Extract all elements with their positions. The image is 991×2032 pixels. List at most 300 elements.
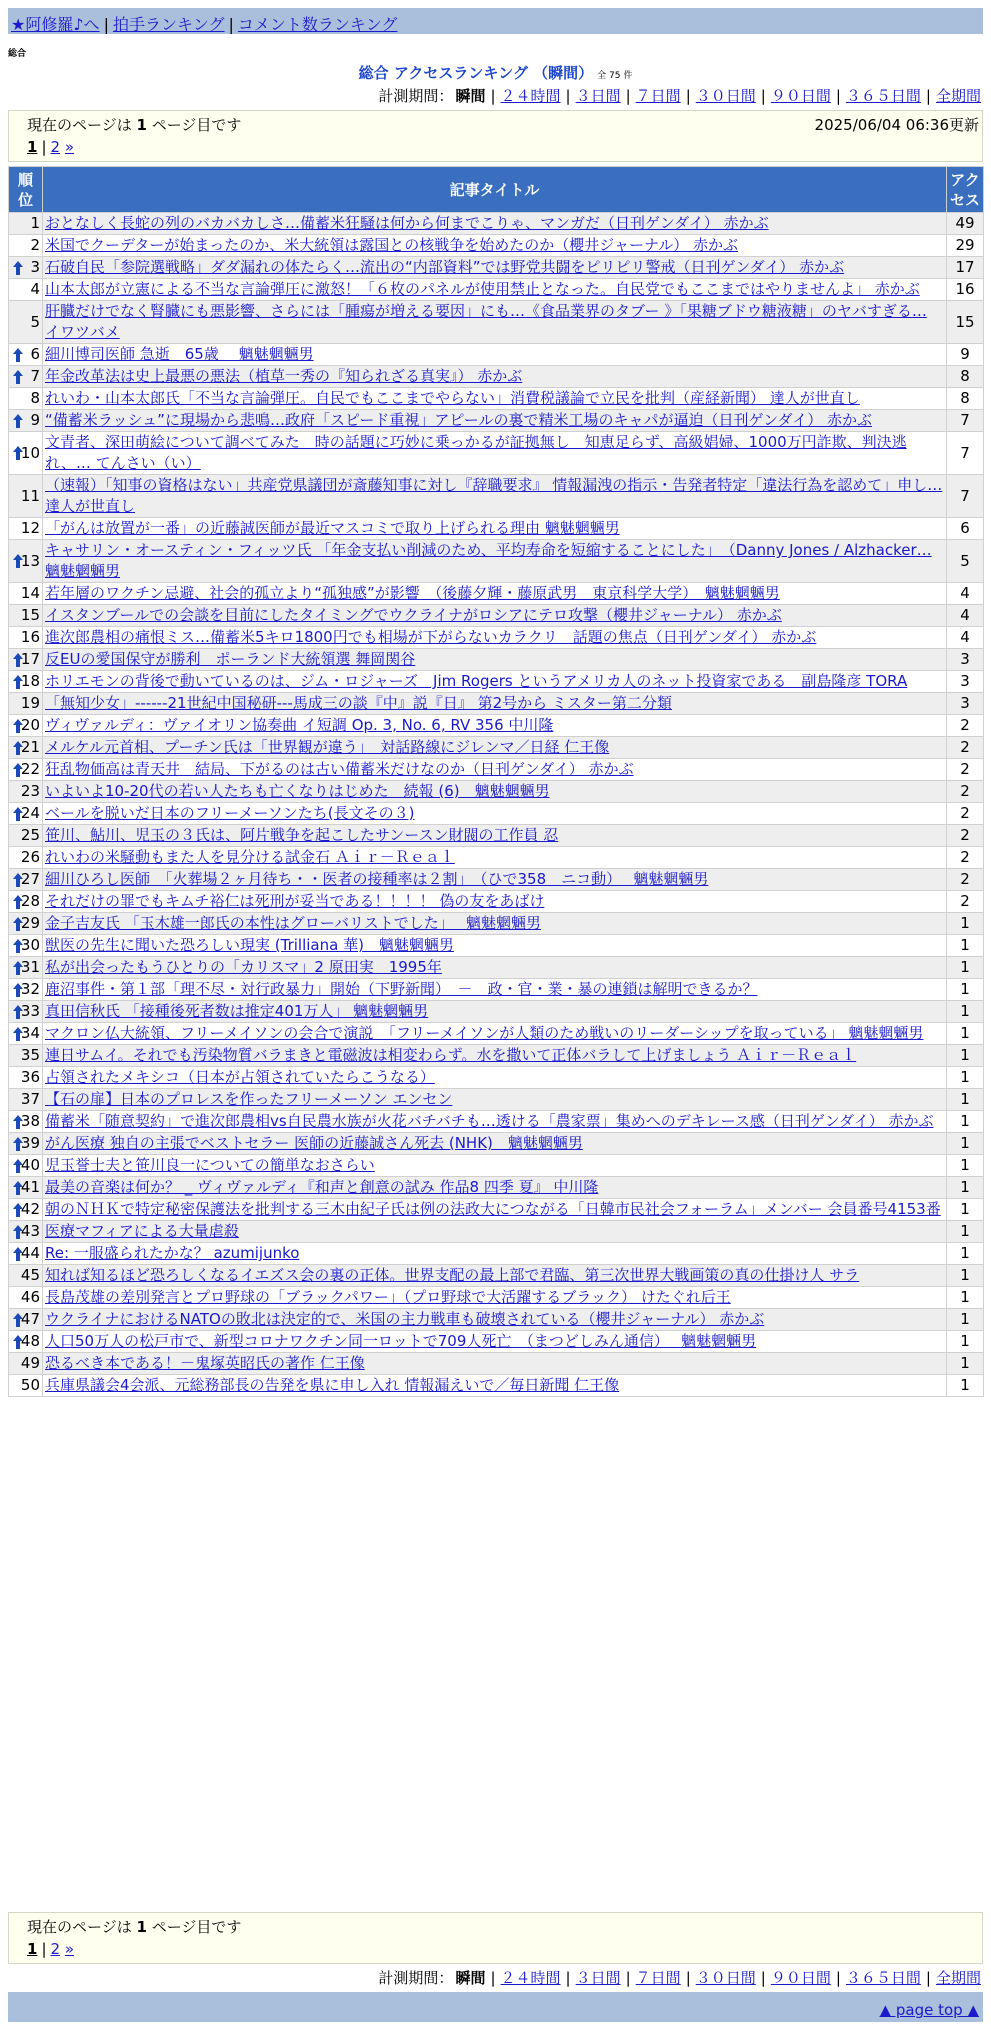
access-count: 2: [947, 759, 984, 781]
table-row: [9, 388, 984, 410]
rank-cell: [9, 235, 43, 257]
rank-cell: [9, 869, 43, 891]
title-cell: [43, 1089, 947, 1111]
rank-cell: [9, 1353, 43, 1375]
access-count: 1: [947, 957, 984, 979]
rank-number: 35: [20, 1046, 40, 1064]
article-link[interactable]: ヴィヴァルディ：ヴァイオリン協奏曲 イ短調 Op. 3, No. 6, RV 356 中川隆: [45, 716, 554, 734]
rank-number: 50: [20, 1376, 40, 1394]
article-link[interactable]: 石破自民「参院選戦略」ダダ漏れの体たらく…流出の“内部資料”では野党共闘をピリピリ警戒（日刊ゲンダイ） 赤かぶ: [45, 258, 845, 276]
article-link[interactable]: キャサリン・オースティン・フィッツ氏 「年金支払い削減のため、平均寿命を短縮することにした」 （Danny Jones / Alzhacker… 魑魅魍魎男: [45, 541, 932, 580]
access-count: 1: [947, 1089, 984, 1111]
table-row: [9, 235, 984, 257]
up-arrow-icon: [13, 413, 23, 429]
article-link[interactable]: れいわの米騒動もまた人を見分ける試金石 Ａｉｒ－Ｒｅａｌ: [45, 848, 455, 866]
up-arrow-icon: [13, 916, 23, 932]
up-arrow-icon: [13, 652, 23, 668]
table-row: [9, 1111, 984, 1133]
ranking-table-body: [9, 213, 984, 1397]
article-link[interactable]: 恐るべき本である！－鬼塚英昭氏の著作 仁王像: [45, 1354, 365, 1372]
table-row: [9, 605, 984, 627]
access-count: 49: [947, 213, 984, 235]
access-count: 2: [947, 715, 984, 737]
separator: |: [685, 1969, 691, 1987]
rank-number: 27: [20, 870, 40, 888]
access-count: 7: [947, 432, 984, 475]
rank-number: 28: [20, 892, 40, 910]
period-link[interactable]: ３６５日間: [845, 1969, 921, 1987]
table-row: [9, 693, 984, 715]
access-header: アクセス: [947, 167, 984, 213]
rank-cell: [9, 891, 43, 913]
title-cell: [43, 1045, 947, 1067]
rank-number: 43: [20, 1222, 40, 1240]
article-link[interactable]: マクロン仏大統領、フリーメイソンの会合で演説 「フリーメイソンが人類のため戦いのリーダーシップを取っている」 魑魅魍魎男: [45, 1024, 924, 1042]
article-link[interactable]: 占領されたメキシコ（日本が占領されていたらこうなる）: [45, 1068, 435, 1086]
access-count: 3: [947, 649, 984, 671]
period-selector-bottom: [378, 1967, 983, 1988]
access-count: 7: [947, 410, 984, 432]
table-row: [9, 1023, 984, 1045]
access-count: 1: [947, 1177, 984, 1199]
rank-number: 17: [20, 650, 40, 668]
title-cell: [43, 1331, 947, 1353]
rank-cell: [9, 410, 43, 432]
article-link[interactable]: 兵庫県議会4会派、元総務部長の告発を県に申し入れ 情報漏えいで／毎日新聞 仁王像: [45, 1376, 620, 1394]
rank-number: 38: [20, 1112, 40, 1130]
period-link[interactable]: ２４時間: [500, 1969, 561, 1987]
up-arrow-icon: [13, 740, 23, 756]
rank-cell: [9, 1045, 43, 1067]
rank-cell: [9, 1089, 43, 1111]
article-link[interactable]: 医療マフィアによる大量虐殺: [45, 1222, 239, 1240]
title-cell: [43, 257, 947, 279]
current-page-number: 1: [136, 116, 147, 134]
article-link[interactable]: 知れば知るほど恐ろしくなるイエズス会の裏の正体。世界支配の最上部で君臨、第三次世界大戦画策の真の仕掛け人 サラ: [45, 1266, 860, 1284]
rank-number: 1: [30, 214, 40, 232]
access-count: 1: [947, 1331, 984, 1353]
article-link[interactable]: 真田信秋氏 「接種後死者数は推定401万人」 魑魅魍魎男: [45, 1002, 429, 1020]
rank-cell: [9, 649, 43, 671]
separator: |: [490, 87, 496, 105]
rank-cell: [9, 344, 43, 366]
comment-ranking-link[interactable]: コメント数ランキング: [237, 15, 398, 34]
access-count: 6: [947, 518, 984, 540]
table-row: [9, 1199, 984, 1221]
up-arrow-icon: [13, 1180, 23, 1196]
article-link[interactable]: 細川博司医師 急逝 65歳 魑魅魍魎男: [45, 345, 314, 363]
article-link[interactable]: 米国でクーデターが始まったのか、米大統領は露国との核戦争を始めたのか（櫻井ジャーナル） 赤かぶ: [45, 236, 738, 254]
page-title-block: [0, 62, 991, 83]
total-count: 全 75 件: [597, 71, 633, 81]
separator: |: [565, 87, 571, 105]
article-link[interactable]: Re: 一服盛られたかな？ azumijunko: [45, 1244, 300, 1262]
period-link[interactable]: ９０日間: [770, 87, 831, 105]
article-link[interactable]: 細川ひろし医師 「火葬場２ヶ月待ち・・医者の接種率は２割」 （ひで358 ニコ動） 魑魅魍魎男: [45, 870, 709, 888]
access-count: 1: [947, 1045, 984, 1067]
table-row: [9, 869, 984, 891]
rank-cell: [9, 803, 43, 825]
rank-cell: [9, 1309, 43, 1331]
rank-cell: [9, 1243, 43, 1265]
title-cell: [43, 475, 947, 518]
table-row: [9, 825, 984, 847]
article-link[interactable]: 人口50万人の松戸市で、新型コロナワクチン同一ロットで709人死亡 （まつどしみん通信） 魑魅魍魎男: [45, 1332, 757, 1350]
article-link[interactable]: イスタンブールでの会談を目前にしたタイミングでウクライナがロシアにテロ攻撃（櫻井ジャーナル） 赤かぶ: [45, 606, 782, 624]
title-cell: [43, 235, 947, 257]
title-cell: [43, 540, 947, 583]
access-count: 15: [947, 301, 984, 344]
article-link[interactable]: 鹿沼事件・第１部「理不尽・対行政暴力」開始（下野新聞） － 政・官・業・暴の連鎖は解明できるか？: [45, 980, 758, 998]
rank-cell: [9, 257, 43, 279]
up-arrow-icon: [13, 894, 23, 910]
title-cell: [43, 1001, 947, 1023]
period-link[interactable]: 全期間: [935, 87, 981, 105]
up-arrow-icon: [13, 938, 23, 954]
rank-cell: [9, 1177, 43, 1199]
period-link[interactable]: ３日間: [575, 1969, 621, 1987]
table-row: [9, 979, 984, 1001]
period-link[interactable]: 全期間: [935, 1969, 981, 1987]
rank-number: 10: [20, 443, 40, 462]
title-cell: [43, 913, 947, 935]
rank-cell: [9, 388, 43, 410]
page-top-link[interactable]: ▲ page top ▲: [879, 2001, 979, 2019]
rank-cell: [9, 671, 43, 693]
article-link[interactable]: 年金改革法は史上最悪の悪法（植草一秀の『知られざる真実』） 赤かぶ: [45, 367, 523, 385]
title-cell: [43, 1067, 947, 1089]
article-link[interactable]: 私が出会ったもうひとりの「カリスマ」2 原田実 1995年: [45, 958, 442, 976]
table-row: [9, 1375, 984, 1397]
rank-cell: [9, 627, 43, 649]
table-row: [9, 1287, 984, 1309]
article-link[interactable]: がん医療 独自の主張でベストセラー 医師の近藤誠さん死去 (NHK) 魑魅魍魎男: [45, 1134, 583, 1152]
updated-time: 2025/06/04 06:36更新: [814, 116, 979, 134]
table-row: [9, 627, 984, 649]
rank-cell: [9, 366, 43, 388]
rank-cell: [9, 1199, 43, 1221]
article-link[interactable]: 長島茂雄の差別発言とプロ野球の「ブラックパワー」（プロ野球で大活躍するブラック） けたぐれ后王: [45, 1288, 731, 1306]
article-link[interactable]: 若年層のワクチン忌避、社会的孤立より“孤独感”が影響 （後藤夕輝・藤原武男 東京科学大学） 魑魅魍魎男: [45, 584, 780, 602]
rank-number: 41: [20, 1178, 40, 1196]
article-link[interactable]: 狂乱物価高は青天井 結局、下がるのは古い備蓄米だけなのか（日刊ゲンダイ） 赤かぶ: [45, 760, 634, 778]
rank-cell: [9, 781, 43, 803]
title-cell: [43, 1265, 947, 1287]
access-count: 2: [947, 891, 984, 913]
up-arrow-icon: [13, 1158, 23, 1174]
title-cell: [43, 979, 947, 1001]
table-row: [9, 715, 984, 737]
rank-number: 2: [30, 236, 40, 254]
period-selector-top: [378, 85, 983, 106]
rank-number: 5: [30, 312, 40, 331]
access-count: 1: [947, 1243, 984, 1265]
separator: |: [490, 1969, 496, 1987]
title-cell: [43, 388, 947, 410]
period-link[interactable]: ７日間: [635, 1969, 681, 1987]
rank-cell: [9, 1155, 43, 1177]
table-row: [9, 1309, 984, 1331]
table-row: [9, 1001, 984, 1023]
page-link[interactable]: 2: [50, 1940, 61, 1958]
up-arrow-icon: [13, 553, 23, 569]
article-link[interactable]: 「がんは放置が一番」の近藤誠医師が最近マスコミで取り上げられる理由 魑魅魍魎男: [45, 519, 620, 537]
access-count: 1: [947, 1001, 984, 1023]
access-count: 8: [947, 366, 984, 388]
page-link[interactable]: 2: [50, 138, 61, 156]
period-current: 瞬間: [455, 1969, 486, 1987]
table-row: [9, 759, 984, 781]
article-link[interactable]: 【石の扉】日本のプロレスを作ったフリーメーソン エンセン: [45, 1090, 453, 1108]
category-label: 総合: [8, 49, 27, 59]
separator: |: [565, 1969, 571, 1987]
table-row: [9, 1265, 984, 1287]
article-link[interactable]: メルケル元首相、プーチン氏は「世界観が違う」 対話路線にジレンマ／日経 仁王像: [45, 738, 610, 756]
title-cell: [43, 583, 947, 605]
article-link[interactable]: 獣医の先生に聞いた恐ろしい現実 (Trilliana 華) 魑魅魍魎男: [45, 936, 454, 954]
page-info-top: [8, 110, 983, 162]
rank-number: 20: [20, 716, 40, 734]
title-header: 記事タイトル: [43, 167, 947, 213]
current-page-text: 現在のページは 1 ページ目です: [27, 116, 242, 134]
article-link[interactable]: 備蓄米「随意契約」で進次郎農相vs自民農水族が火花バチバチも…透ける「農家票」集めへのデキレース感（日刊ゲンダイ） 赤かぶ: [45, 1112, 934, 1130]
up-arrow-icon: [13, 1224, 23, 1240]
title-cell: [43, 649, 947, 671]
article-link[interactable]: 進次郎農相の痛恨ミス…備蓄米5キロ1800円でも相場が下がらないカラクリ 話題の焦点（日刊ゲンダイ） 赤かぶ: [45, 628, 817, 646]
access-count: 2: [947, 847, 984, 869]
article-link[interactable]: 連日サムイ。それでも汚染物質バラまきと電磁波は相変わらず。水を撒いて正体バラして上げましょう Ａｉｒ－Ｒｅａｌ: [45, 1046, 857, 1064]
table-row: [9, 1221, 984, 1243]
table-row: [9, 1067, 984, 1089]
rank-cell: [9, 1023, 43, 1045]
title-cell: [43, 957, 947, 979]
rank-cell: [9, 913, 43, 935]
article-link[interactable]: 「無知少女」------21世紀中国秘研---馬成三の談『中』説『日』 第2号から ミスター第二分類: [45, 694, 672, 712]
title-cell: [43, 432, 947, 475]
period-link[interactable]: ３日間: [575, 87, 621, 105]
access-count: 1: [947, 1287, 984, 1309]
period-label: 計測期間：: [378, 87, 454, 105]
table-row: [9, 518, 984, 540]
up-arrow-icon: [13, 1004, 23, 1020]
up-arrow-icon: [13, 1026, 23, 1042]
rank-number: 26: [20, 848, 40, 866]
table-row: [9, 1353, 984, 1375]
rank-cell: [9, 518, 43, 540]
rank-number: 45: [20, 1266, 40, 1284]
title-cell: [43, 1155, 947, 1177]
rank-cell: [9, 957, 43, 979]
rank-number: 49: [20, 1354, 40, 1372]
up-arrow-icon: [13, 1136, 23, 1152]
article-link[interactable]: いよいよ10-20代の若い人たちも亡くなりはじめた 続報 (6) 魑魅魍魎男: [45, 782, 550, 800]
article-link[interactable]: “備蓄米ラッシュ”に現場から悲鳴…政府「スピード重視」アピールの裏で精米工場のキャパが逼迫（日刊ゲンダイ） 赤かぶ: [45, 411, 873, 429]
access-count: 1: [947, 1353, 984, 1375]
period-link[interactable]: ７日間: [635, 87, 681, 105]
up-arrow-icon: [13, 872, 23, 888]
rank-number: 21: [20, 738, 40, 756]
up-arrow-icon: [13, 718, 23, 734]
rank-number: 11: [20, 486, 40, 505]
article-link[interactable]: 文青者、深田萌絵について調べてみた 時の話題に巧妙に乗っかるが証拠無し 知恵足らず、高級娼婦、1000万円詐欺、判決逃れ、… てんさい（い）: [45, 433, 907, 472]
access-count: 1: [947, 1111, 984, 1133]
title-cell: [43, 693, 947, 715]
table-row: [9, 737, 984, 759]
table-row: [9, 366, 984, 388]
access-count: 1: [947, 1375, 984, 1397]
title-cell: [43, 737, 947, 759]
access-count: 1: [947, 1265, 984, 1287]
article-link[interactable]: ベールを脱いだ日本のフリーメーソンたち(長文その３): [45, 804, 415, 822]
rank-cell: [9, 475, 43, 518]
period-link[interactable]: ２４時間: [500, 87, 561, 105]
article-link[interactable]: 金子吉友氏 「玉木雄一郎氏の本性はグローバリストでした」 魑魅魍魎男: [45, 914, 541, 932]
separator: |: [625, 87, 631, 105]
article-link[interactable]: ホリエモンの背後で動いているのは、ジム・ロジャーズ Jim Rogers というアメリカ人のネット投資家である 副島隆彦 TORA: [45, 672, 908, 690]
table-header-row: [9, 167, 984, 213]
up-arrow-icon: [13, 960, 23, 976]
title-cell: [43, 825, 947, 847]
up-arrow-icon: [13, 260, 23, 276]
table-row: [9, 1331, 984, 1353]
title-cell: [43, 1309, 947, 1331]
pager: [27, 1940, 74, 1958]
access-count: 5: [947, 540, 984, 583]
period-link[interactable]: ９０日間: [770, 1969, 831, 1987]
title-cell: [43, 366, 947, 388]
rank-cell: [9, 301, 43, 344]
access-count: 2: [947, 825, 984, 847]
title-cell: [43, 759, 947, 781]
article-link[interactable]: 山本太郎が立憲による不当な言論弾圧に激怒！「６枚のパネルが使用禁止となった。自民党でもここまではやりませんよ」 赤かぶ: [45, 280, 920, 298]
access-count: 7: [947, 475, 984, 518]
rank-number: 33: [20, 1002, 40, 1020]
title-cell: [43, 781, 947, 803]
access-count: 16: [947, 279, 984, 301]
article-link[interactable]: （速報）「知事の資格はない」共産党県議団が斎藤知事に対し『辞職要求』 情報漏洩の指示・告発者特定「違法行為を認めて」申し… 達人が世直し: [45, 476, 943, 515]
table-row: [9, 279, 984, 301]
current-page-text: 現在のページは 1 ページ目です: [27, 1918, 242, 1936]
rank-number: 6: [30, 345, 40, 363]
rank-number: 24: [20, 804, 40, 822]
rank-cell: [9, 979, 43, 1001]
separator: |: [228, 15, 234, 34]
access-count: 4: [947, 583, 984, 605]
table-row: [9, 301, 984, 344]
table-row: [9, 410, 984, 432]
period-link[interactable]: ３６５日間: [845, 87, 921, 105]
up-arrow-icon: [13, 982, 23, 998]
rank-cell: [9, 1265, 43, 1287]
up-arrow-icon: [13, 369, 23, 385]
title-cell: [43, 605, 947, 627]
table-row: [9, 847, 984, 869]
table-row: [9, 1089, 984, 1111]
up-arrow-icon: [13, 1334, 23, 1350]
table-row: [9, 957, 984, 979]
applause-ranking-link[interactable]: 拍手ランキング: [112, 15, 225, 34]
rank-number: 16: [20, 628, 40, 646]
access-count: 4: [947, 605, 984, 627]
rank-cell: [9, 605, 43, 627]
title-cell: [43, 715, 947, 737]
article-link[interactable]: それだけの罪でもキムチ裕仁は死刑が妥当である！！！！ 偽の友をあばけ: [45, 892, 545, 910]
access-count: 2: [947, 781, 984, 803]
article-link[interactable]: 反EUの愛国保守が勝利 ポーランド大統領選 舞岡関谷: [45, 650, 416, 668]
article-link[interactable]: れいわ・山本太郎氏「不当な言論弾圧。自民でもここまでやらない」消費税議論で立民を批判（産経新聞） 達人が世直し: [45, 389, 860, 407]
access-count: 17: [947, 257, 984, 279]
article-link[interactable]: おとなしく長蛇の列のバカバカしさ…備蓄米狂騒は何から何までこりゃ、マンガだ（日刊ゲンダイ） 赤かぶ: [45, 214, 769, 232]
access-count: 1: [947, 1199, 984, 1221]
rank-number: 39: [20, 1134, 40, 1152]
article-link[interactable]: 朝のＮＨＫで特定秘密保護法を批判する三木由紀子氏は例の法政大につながる「日韓市民社会フォーラム」メンバー 会員番号4153番: [45, 1200, 941, 1218]
next-page-link[interactable]: »: [64, 1940, 75, 1958]
separator: |: [760, 1969, 766, 1987]
rank-cell: [9, 847, 43, 869]
table-row: [9, 671, 984, 693]
table-row: [9, 913, 984, 935]
rank-cell: [9, 540, 43, 583]
article-link[interactable]: 笹川、鮎川、児玉の３氏は、阿片戦争を起こしたサンースン財閥の工作員 忍: [45, 826, 559, 844]
up-arrow-icon: [13, 1202, 23, 1218]
title-cell: [43, 847, 947, 869]
table-row: [9, 540, 984, 583]
title-cell: [43, 671, 947, 693]
article-link[interactable]: ウクライナにおけるNATOの敗北は決定的で、米国の主力戦車も破壊されている（櫻井ジャーナル） 赤かぶ: [45, 1310, 765, 1328]
rank-number: 37: [20, 1090, 40, 1108]
rank-number: 42: [20, 1200, 40, 1218]
rank-number: 32: [20, 980, 40, 998]
up-arrow-icon: [13, 1114, 23, 1130]
rank-cell: [9, 583, 43, 605]
table-row: [9, 1243, 984, 1265]
table-row: [9, 649, 984, 671]
table-row: [9, 257, 984, 279]
rank-cell: [9, 1067, 43, 1089]
rank-number: 46: [20, 1288, 40, 1306]
article-link[interactable]: 児玉誉士夫と笹川良一についての簡単なおさらい: [45, 1156, 375, 1174]
access-count: 1: [947, 1221, 984, 1243]
page-info-bottom: [8, 1912, 983, 1964]
table-row: [9, 1133, 984, 1155]
home-link[interactable]: ★阿修羅♪へ: [11, 15, 100, 34]
rank-number: 44: [20, 1244, 40, 1262]
separator: |: [925, 1969, 931, 1987]
table-row: [9, 432, 984, 475]
separator: |: [835, 87, 841, 105]
rank-cell: [9, 1375, 43, 1397]
access-count: 1: [947, 1067, 984, 1089]
title-cell: [43, 1023, 947, 1045]
table-row: [9, 891, 984, 913]
separator: |: [41, 138, 47, 156]
title-cell: [43, 1287, 947, 1309]
title-cell: [43, 1221, 947, 1243]
period-link[interactable]: ３０日間: [695, 87, 756, 105]
period-link[interactable]: ３０日間: [695, 1969, 756, 1987]
article-link[interactable]: 肝臓だけでなく腎臓にも悪影響、さらには「腫瘍が増える要因」にも…《食品業界のタブー 》「果糖ブドウ糖液糖」のヤバすぎる… イワツバメ: [45, 302, 927, 341]
access-count: 1: [947, 913, 984, 935]
page-current: 1: [27, 1940, 38, 1958]
access-count: 8: [947, 388, 984, 410]
next-page-link[interactable]: »: [64, 138, 75, 156]
access-count: 2: [947, 737, 984, 759]
rank-number: 14: [20, 584, 40, 602]
rank-cell: [9, 825, 43, 847]
article-link[interactable]: 最美の音楽は何か？ _ ヴィヴァルディ『和声と創意の試み 作品8 四季 夏』 中川隆: [45, 1178, 599, 1196]
title-cell: [43, 410, 947, 432]
rank-number: 31: [20, 958, 40, 976]
